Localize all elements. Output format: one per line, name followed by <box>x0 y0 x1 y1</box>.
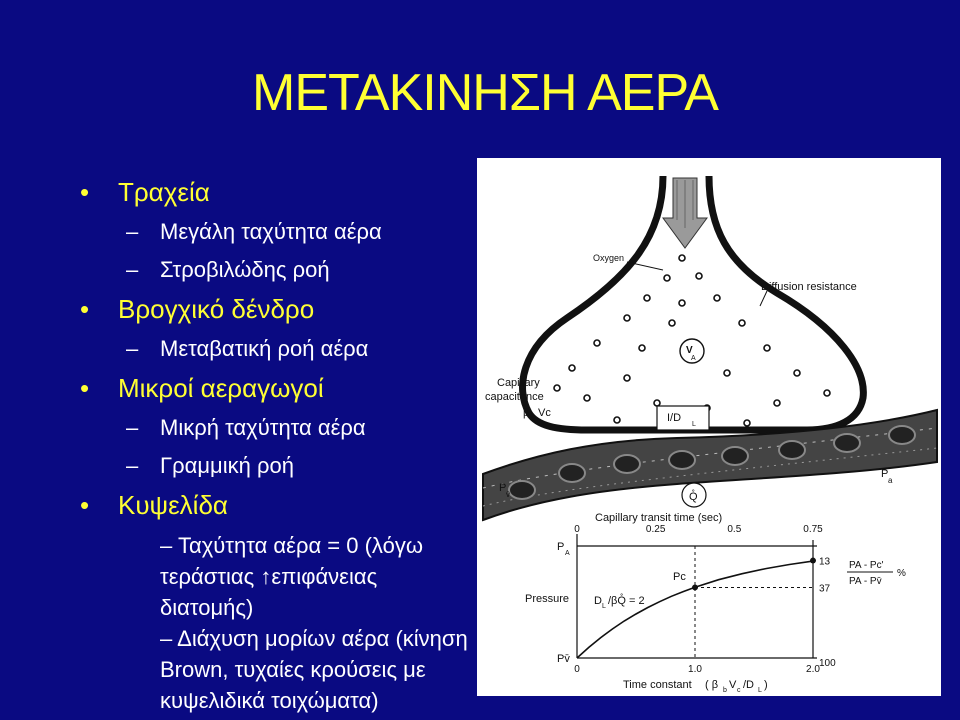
sub-bullet-continuation <box>80 592 475 623</box>
va-subscript: A <box>691 355 696 362</box>
bullet-trachea <box>80 172 475 213</box>
right-tick-label: 37 <box>819 583 831 595</box>
pv-label: P <box>499 482 507 494</box>
bullet-dot-icon: • <box>80 294 90 324</box>
x-tick-label: 0 <box>574 664 580 675</box>
diffusion-resistance-label: Diffusion resistance <box>761 281 857 293</box>
sub-bullet <box>80 251 475 289</box>
data-point-1 <box>692 584 698 590</box>
pa-axis-label: P <box>557 541 565 553</box>
bullet-label: Βρογχικό δένδρο <box>118 294 315 324</box>
sub-bullet-label: κυψελιδικά τοιχώματα) <box>160 688 379 713</box>
pv-subscript: v̄ <box>506 490 510 499</box>
dash-icon: – <box>126 453 139 478</box>
x-axis-formula-mid: V <box>729 679 737 691</box>
sub-bullet <box>80 530 475 561</box>
ratio-numerator: PA - Pc' <box>849 560 884 571</box>
dash-icon: – <box>126 219 139 244</box>
x-tick-label: 2.0 <box>806 664 820 675</box>
y-axis-label: Pressure <box>525 593 570 605</box>
beta-subscript: b <box>531 416 535 423</box>
bullet-label: Τραχεία <box>118 177 210 207</box>
alveolus-figure <box>477 158 941 696</box>
x-axis-formula-sub-c: c <box>737 687 741 694</box>
top-tick-label: 0.75 <box>803 524 823 535</box>
sub-bullet-label: Μικρή ταχύτητα αέρα <box>160 415 366 440</box>
sub-bullet-continuation <box>80 685 475 716</box>
top-tick-label: 0.25 <box>645 524 666 535</box>
sub-bullet-continuation <box>80 561 475 592</box>
x-axis-formula-end: ) <box>764 679 768 691</box>
sub-bullet <box>80 213 475 251</box>
pa-label: P <box>881 468 889 480</box>
idl-label: I/D <box>667 412 682 424</box>
x-axis-formula-sub-l: L <box>758 687 762 694</box>
sub-bullet <box>80 409 475 447</box>
right-tick-label: 100 <box>819 658 836 669</box>
ratio-unit: % <box>897 568 906 579</box>
bullet-label: Μικροί αεραγωγοί <box>118 373 324 403</box>
sub-bullet-continuation <box>80 654 475 685</box>
bullet-alveolus <box>80 485 475 526</box>
capacitance-label: capacitance <box>485 391 544 403</box>
pa-axis-subscript: A <box>565 550 570 557</box>
top-tick-label: 0 <box>574 524 580 535</box>
top-tick-label: 0.5 <box>727 524 742 535</box>
equation-tail: /βQ̊ = 2 <box>608 595 645 607</box>
x-axis-formula-sub-b: b <box>723 687 727 694</box>
sub-bullet-label: Ταχύτητα αέρα = 0 (λόγω <box>177 533 424 558</box>
sub-bullet-label: Μεγάλη ταχύτητα αέρα <box>160 219 382 244</box>
alveolus-diagram <box>477 158 941 696</box>
capillary-label: Capillary <box>497 377 540 389</box>
bullet-dot-icon: • <box>80 177 90 207</box>
bullet-label: Κυψελίδα <box>118 490 228 520</box>
top-axis-label: Capillary transit time (sec) <box>595 512 723 524</box>
vc-label: Vc <box>538 407 551 419</box>
idl-subscript: L <box>692 421 696 428</box>
equation-label: D <box>594 595 602 607</box>
sub-bullet-label: Διάχυση μορίων αέρα (κίνηση <box>177 626 468 651</box>
airflow-arrow-icon <box>663 178 707 248</box>
pv-axis-label: Pv̄ <box>557 653 570 665</box>
slide-title: ΜΕΤΑΚΙΝΗΣΗ ΑΕΡΑ <box>252 64 718 122</box>
beta-label: β <box>523 407 530 419</box>
bullet-bronchial-tree <box>80 289 475 330</box>
bullet-small-airways <box>80 368 475 409</box>
x-axis-formula-tail: /D <box>743 679 754 691</box>
sub-bullet <box>80 330 475 368</box>
x-axis-label: Time constant <box>623 679 692 691</box>
sub-bullet <box>80 623 475 654</box>
right-tick-label: 13 <box>819 556 831 568</box>
sub-bullet-label: διατομής) <box>160 595 254 620</box>
x-tick-label: 1.0 <box>688 664 702 675</box>
equation-subscript: L <box>602 603 606 610</box>
ratio-denominator: PA - Pv̄ <box>849 576 882 587</box>
bullet-list <box>80 172 475 716</box>
sub-bullet <box>80 447 475 485</box>
sub-bullet-label: τεράστιας ↑επιφάνειας <box>160 564 378 589</box>
q-label: Q̊ <box>689 491 698 503</box>
sub-bullet-label: Brown, τυχαίες κρούσεις με <box>160 657 426 682</box>
oxygen-label: Oxygen <box>593 253 625 263</box>
dash-icon: – <box>126 415 139 440</box>
sub-bullet-label: Γραμμική ροή <box>160 453 294 478</box>
dash-icon: – <box>160 533 173 558</box>
va-label: V <box>686 345 693 356</box>
dash-icon: – <box>160 626 173 651</box>
sub-bullet-label: Στροβιλώδης ροή <box>160 257 330 282</box>
bullet-dot-icon: • <box>80 490 90 520</box>
pressure-chart <box>525 512 906 694</box>
x-axis-formula: ( β <box>705 679 719 691</box>
pa-subscript: a <box>888 476 893 485</box>
bullet-dot-icon: • <box>80 373 90 403</box>
dash-icon: – <box>126 336 139 361</box>
dash-icon: – <box>126 257 139 282</box>
pc-label: Pc <box>673 571 686 583</box>
sub-bullet-label: Μεταβατική ροή αέρα <box>160 336 369 361</box>
data-point-2 <box>810 558 816 564</box>
